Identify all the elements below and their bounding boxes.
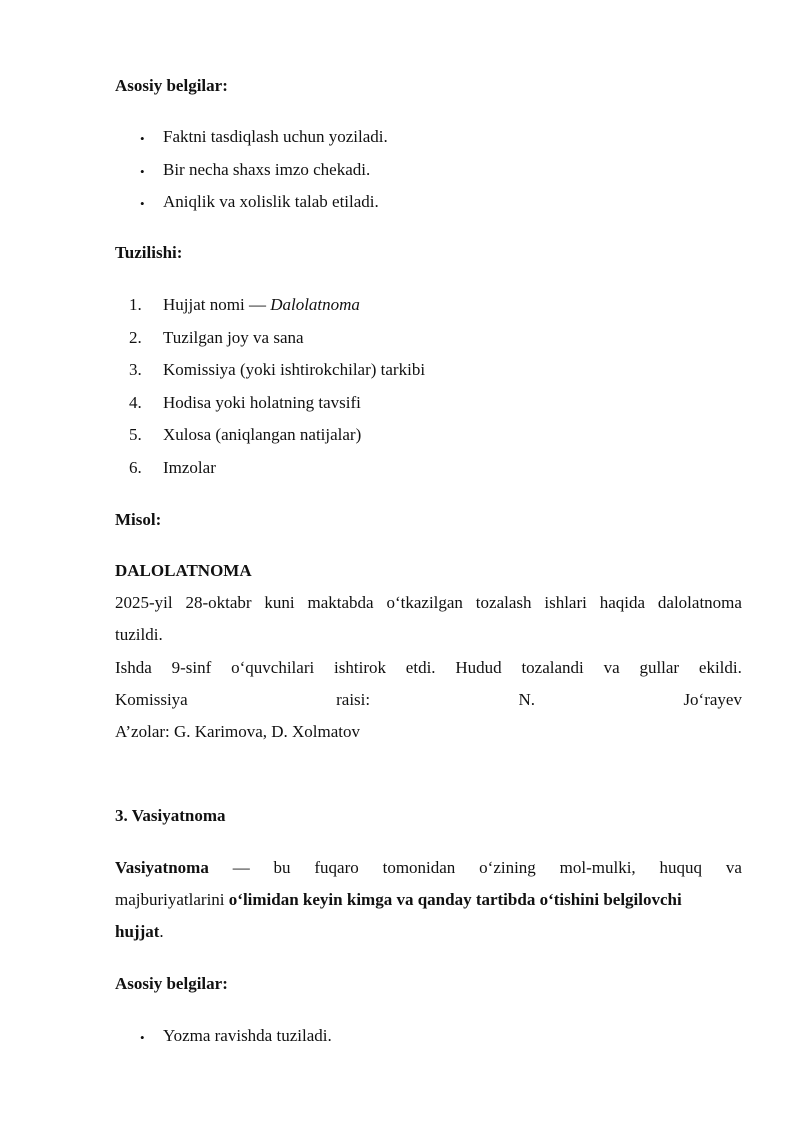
word: maktabda [307, 593, 374, 612]
list-text: Tuzilgan joy va sana [163, 328, 304, 347]
list-text: Xulosa (aniqlangan natijalar) [163, 425, 362, 444]
word: kuni [264, 593, 295, 612]
word: Hudud [455, 658, 502, 677]
definition-line-3: hujjat. [115, 922, 164, 941]
section-heading-structure: Tuzilishi: [115, 243, 183, 262]
word: o‘quvchilari [231, 658, 315, 677]
bullet-text: Aniqlik va xolislik talab etiladi. [163, 192, 379, 211]
word: Ishda [115, 658, 152, 677]
word: N. [518, 690, 536, 709]
word: Jo‘rayev [683, 690, 742, 709]
list-text: Komissiya (yoki ishtirokchilar) tarkibi [163, 360, 426, 379]
example-line-1 [115, 593, 742, 613]
list-text: Imzolar [163, 458, 216, 477]
example-line-3 [115, 658, 742, 678]
list-number: 3. [129, 360, 142, 379]
word: ishlari [544, 593, 587, 612]
word: haqida [599, 593, 646, 612]
list-number: 5. [129, 425, 142, 444]
word: 28-oktabr [185, 593, 252, 612]
word: va [603, 658, 620, 677]
word: dalolatnoma [657, 593, 742, 612]
bullet-icon: • [140, 164, 145, 179]
word: 9-sinf [171, 658, 212, 677]
word: bu [273, 858, 291, 877]
example-line-5: A’zolar: G. Karimova, D. Xolmatov [115, 722, 361, 741]
list-text: Hujjat nomi — Dalolatnoma [163, 295, 360, 314]
word: o‘tkazilgan [386, 593, 463, 612]
example-title: DALOLATNOMA [115, 561, 252, 580]
word: raisi: [336, 690, 371, 709]
word: tozalash [475, 593, 532, 612]
list-text: Hodisa yoki holatning tavsifi [163, 393, 361, 412]
word: tozalandi [521, 658, 584, 677]
list-number: 2. [129, 328, 142, 347]
example-line-2: tuzildi. [115, 625, 163, 644]
bullet-text: Bir necha shaxs imzo chekadi. [163, 160, 371, 179]
bullet-icon: • [140, 1030, 145, 1045]
section-heading-example: Misol: [115, 510, 162, 529]
list-number: 6. [129, 458, 142, 477]
section-heading-will-signs: Asosiy belgilar: [115, 974, 228, 993]
word: gullar [639, 658, 680, 677]
word: va [725, 858, 742, 877]
section-heading-signs: Asosiy belgilar: [115, 76, 228, 95]
list-number: 4. [129, 393, 142, 412]
word: etdi. [405, 658, 436, 677]
word: o‘zining [479, 858, 536, 877]
example-line-4 [115, 690, 742, 710]
word: ekildi. [698, 658, 742, 677]
bullet-text: Faktni tasdiqlash uchun yoziladi. [163, 127, 388, 146]
word: huquq [659, 858, 703, 877]
definition-line-2: majburiyatlarini o‘limidan keyin kimga va qanday tartibda o‘tishini belgilovchi [115, 890, 682, 909]
definition-line-1 [115, 858, 742, 878]
word: ishtirok [334, 658, 386, 677]
word: tomonidan [382, 858, 456, 877]
word: 2025-yil [115, 593, 173, 612]
bullet-icon: • [140, 131, 145, 146]
word: Komissiya [115, 690, 188, 709]
bullet-icon: • [140, 196, 145, 211]
word: — [232, 858, 250, 877]
list-number: 1. [129, 295, 142, 314]
word: Vasiyatnoma [115, 858, 209, 877]
word: fuqaro [314, 858, 359, 877]
section-heading-will: 3. Vasiyatnoma [115, 806, 226, 825]
word: mol-mulki, [559, 858, 636, 877]
bullet-text: Yozma ravishda tuziladi. [163, 1026, 332, 1045]
